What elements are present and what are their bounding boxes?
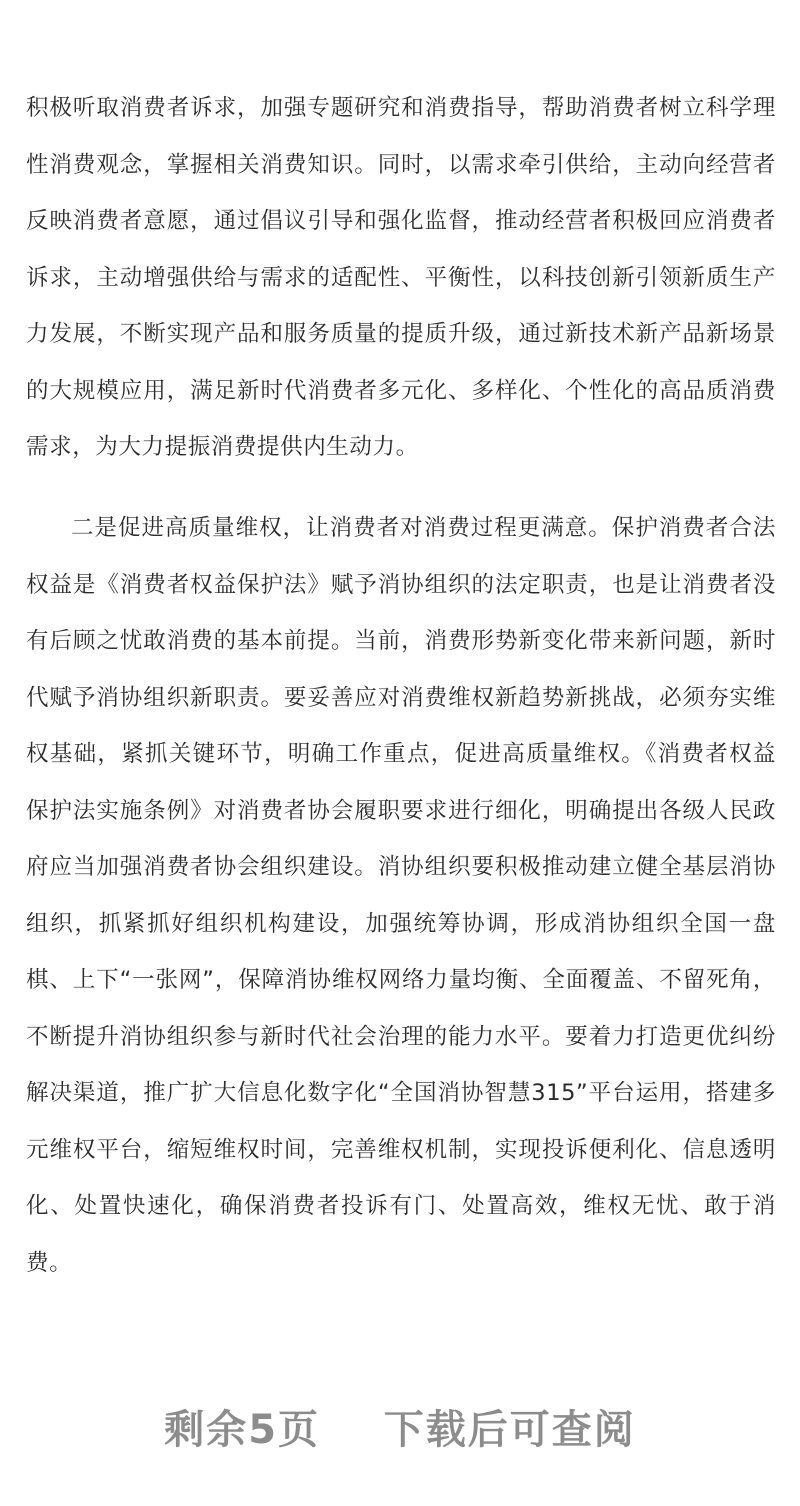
paragraph-consumption-guidance: 积极听取消费者诉求，加强专题研究和消费指导，帮助消费者树立科学理性消费观念，掌握相关消费知识。同时，以需求牵引供给，主动向经营者反映消费者意愿，通过倡议引导和强化监督，推动经营者积极回应消费者诉求，主动增强供给与需求的适配性、平衡性，以科技创新引领新质生产力发展，不断实现产品和服务质量的提质升级，通过新技术新产品新场景的大规模应用，满足新时代消费者多元化、多样化、个性化的高品质消费需求，为大力提振消费提供内生动力。 (26, 95, 776, 460)
download-to-view-remaining-pages[interactable]: 剩余5页 下载后可查阅 (164, 1407, 636, 1453)
paragraph-high-quality-rights-protection: 二是促进高质量维权，让消费者对消费过程更满意。保护消费者合法权益是《消费者权益保护法》赋予消协组织的法定职责，也是让消费者没有后顾之忧敢消费的基本前提。当前，消费形势新变化带来新问题，新时代赋予消协组织新职责。要妥善应对消费维权新趋势新挑战，必须夯实维权基础，紧抓关键环节，明确工作重点，促进高质量维权。《消费者权益保护法实施条例》对消费者协会履职要求进行细化，明确提出各级人民政府应当加强消费者协会组织建设。消协组织要积极推动建立健全基层消协组织，抓紧抓好组织机构建设，加强统筹协调，形成消协组织全国一盘棋、上下“一张网”，保障消协维权网络力量均衡、全面覆盖、不留死角，不断提升消协组织参与新时代社会治理的能力水平。要着力打造更优纠纷解决渠道，推广扩大信息化数字化“全国消协智慧315”平台运用，搭建多元维权平台，缩短维权时间，完善维权机制，实现投诉便利化、信息透明化、处置快速化，确保消费者投诉有门、处置高效，维权无忧、敢于消费。 (26, 515, 776, 1276)
